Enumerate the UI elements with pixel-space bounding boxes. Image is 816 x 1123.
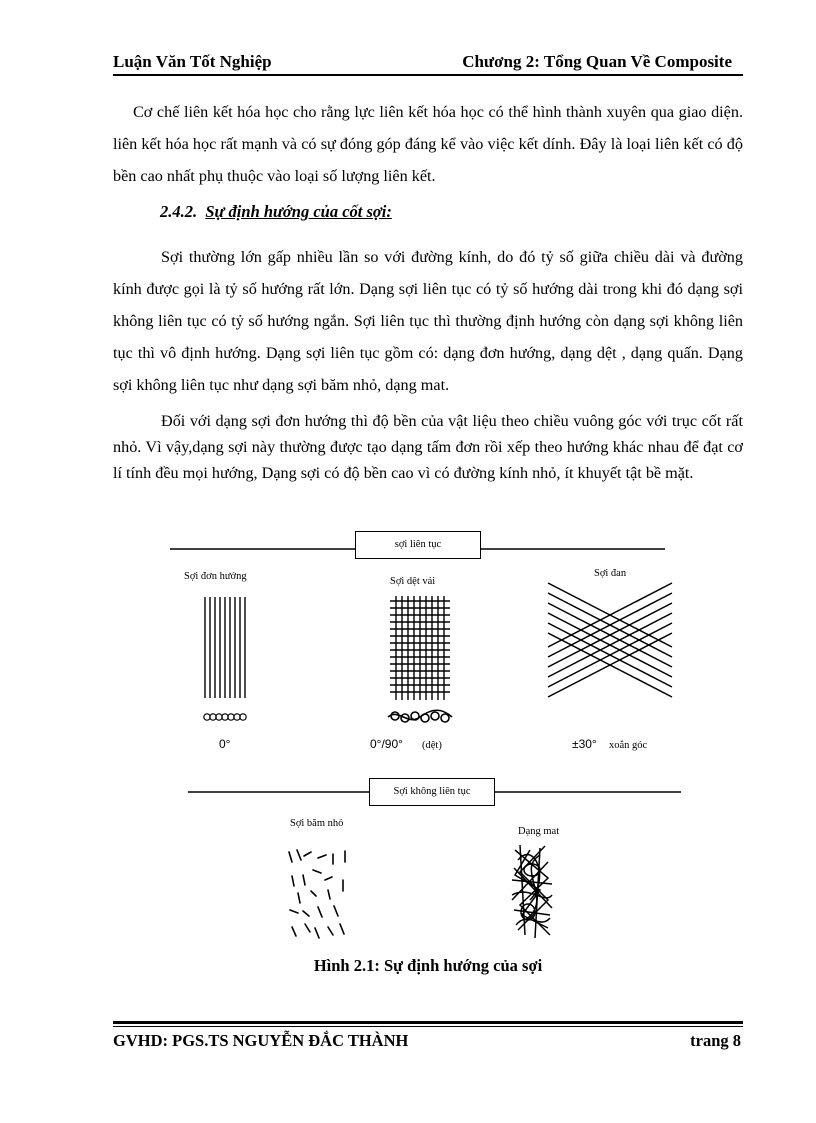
header-right: Chương 2: Tổng Quan Về Composite xyxy=(462,52,732,71)
woven-label: Sợi dệt vải xyxy=(390,576,436,587)
angle-woven: 0°/90° xyxy=(370,737,403,751)
footer-right: trang 8 xyxy=(690,1031,741,1050)
section-title: Sự định hướng của cốt sợi: xyxy=(205,202,392,221)
intro-text: Cơ chế liên kết hóa học cho rằng lực liên kết hóa học có thể hình thành xuyên qua giao diện. liên kết hóa học rất mạnh và có sự đóng góp đáng kể vào việc kết dính. Đây là loại liên kết có độ bền cao nhất phụ thuộc vào loại số lượng liên kết. xyxy=(113,103,743,185)
section-number: 2.4.2. xyxy=(160,202,198,221)
paragraph-2-text: Đối với dạng sợi đơn hướng thì độ bền của vật liệu theo chiều vuông góc với trục cốt rất nhỏ. Vì vậy,dạng sợi này thường được tạo dạng tấm đơn rồi xếp theo hướng khác nhau để đạt cơ lí tính đều mọi hướng, Dạng sợi có độ bền cao vì có đường kính nhỏ, ít khuyết tật bề mặt. xyxy=(113,412,743,482)
mat-label: Dạng mat xyxy=(518,826,560,837)
paragraph-1-text: Sợi thường lớn gấp nhiều lần so với đường kính, do đó tỷ số giữa chiều dài và đường kính được gọi là tỷ số hướng rất lớn. Dạng sợi liên tục có tỷ số hướng dài trong khi đó dạng sợi không liên tục có tỷ số hướng ngắn. Sợi liên tục thì thường định hướng còn dạng sợi không liên tục thì vô định hướng. Dạng sợi liên tục gồm có: dạng đơn hướng, dạng dệt , dạng quấn. Dạng sợi không liên tục như dạng sợi băm nhỏ, dạng mat. xyxy=(113,248,743,394)
braided-note: xoắn góc xyxy=(609,740,648,751)
footer-rule-thick xyxy=(113,1021,743,1024)
figure-caption: Hình 2.1: Sự định hướng của sợi xyxy=(313,956,543,975)
discontinuous-label: Sợi không liên tục xyxy=(393,786,471,797)
footer-rule-thin xyxy=(113,1026,743,1027)
braided-label: Sợi đan xyxy=(594,568,627,579)
unidirectional-label: Sợi đơn hướng xyxy=(184,571,247,582)
chopped-label: Sợi băm nhỏ xyxy=(290,818,344,829)
angle-braided: ±30° xyxy=(572,737,597,751)
footer-left: GVHD: PGS.TS NGUYỄN ĐẮC THÀNH xyxy=(113,1031,409,1050)
continuous-label: sợi liên tục xyxy=(394,539,442,550)
angle-uni: 0° xyxy=(219,737,231,751)
header-left: Luận Văn Tốt Nghiệp xyxy=(113,52,272,71)
woven-note: (dệt) xyxy=(422,740,442,751)
